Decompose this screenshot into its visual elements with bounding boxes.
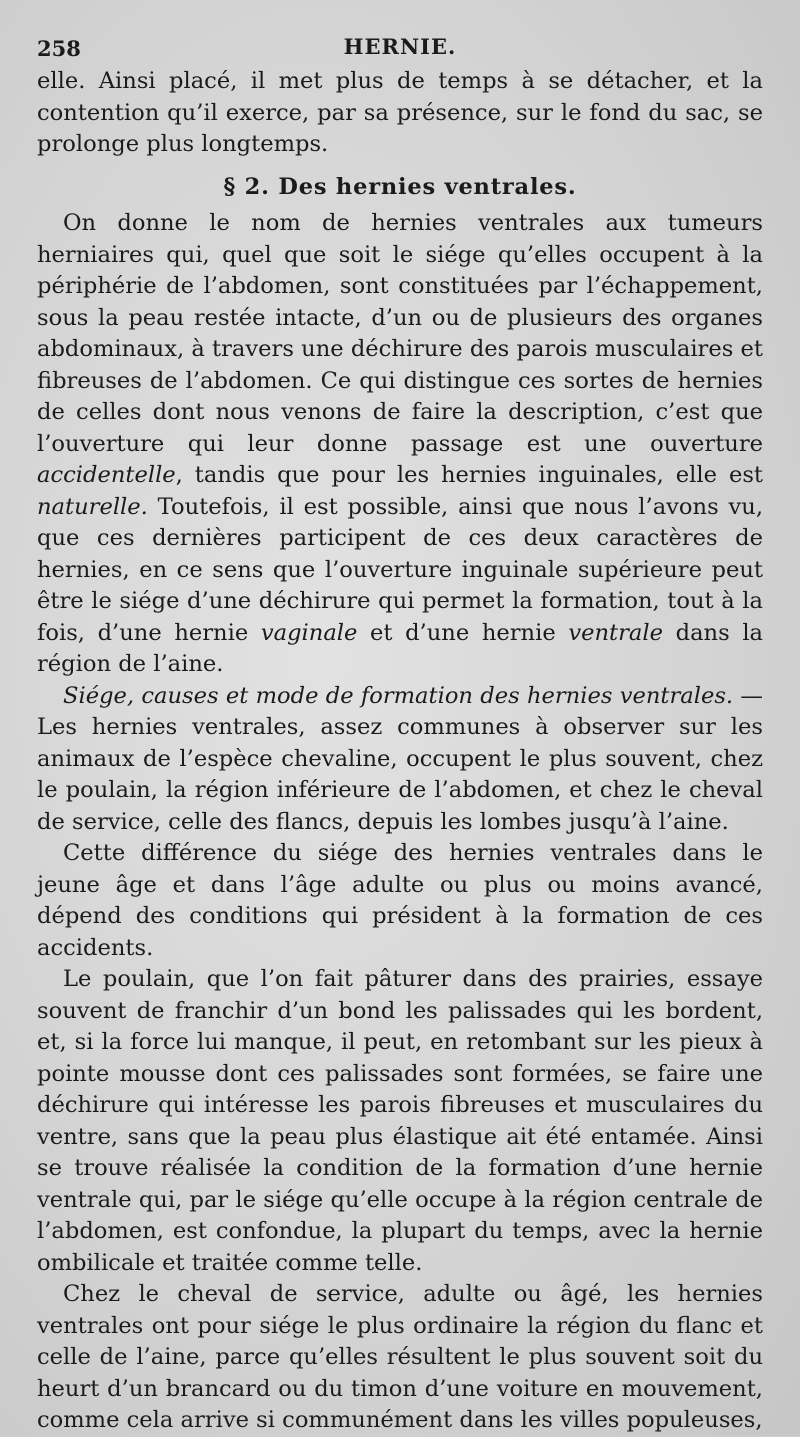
text-run: et d’une hernie (357, 619, 569, 646)
section-body (37, 208, 763, 1437)
paragraph-definition (37, 208, 763, 681)
text-run: Cette différence du siége des hernies ventrales dans le jeune âge et dans l’âge adulte ou plus ou moins avancé, dépend des conditions qui président à la formation de ces accidents. (37, 840, 763, 961)
italic-run: naturelle. (37, 493, 148, 520)
text-run: Toutefois, il est possible, ainsi que nous l’avons vu, que ces dernières participent de ces deux caractères de hernies, en ce sens que l’ouverture inguinale supérieure peut être le siége d’une déchirure qui permet la formation, tout à la fois, d’une hernie (37, 493, 763, 646)
italic-run: accidentelle (37, 462, 176, 488)
italic-run: vaginale (260, 619, 358, 646)
text-run: , tandis que pour les hernies inguinales, elle est (175, 462, 763, 488)
page-header (37, 26, 763, 66)
page-number: 258 (37, 36, 81, 61)
paragraph-difference (37, 838, 763, 964)
text-run: On donne le nom de hernies ventrales aux tumeurs herniaires qui, quel que soit le siége qu’elles occupent à la périphérie de l’abdomen, sont constituées par l’échappement, sous la peau restée intacte, d’un ou de plusieurs des organes abdominaux, à travers une déchirure des parois musculaires et fibreuses de l’abdomen. Ce qui distingue ces sortes de hernies de celles dont nous venons de faire la description, c’est que l’ouverture qui leur donne passage est une ouverture (37, 210, 763, 457)
paragraph-siege-causes (37, 681, 763, 839)
paragraph-continuation (37, 66, 763, 161)
intro-text (37, 66, 763, 161)
running-title: HERNIE. (343, 34, 457, 59)
book-page (37, 26, 763, 1437)
text-run: Chez le cheval de service, adulte ou âgé, les hernies ventrales ont pour siége le plus ordinaire la région du flanc et celle de l’aine, parce qu’elles résultent le plus souvent soit du heurt d’un brancard ou du timon d’une voiture en mouvement, comme cela arrive si communément dans les villes populeuses, (37, 1281, 763, 1433)
text-run: elle. Ainsi placé, il met plus de temps à se détacher, et la contention qu’il exerce, par sa présence, sur le fond du sac, se prolonge plus longtemps. (37, 68, 763, 157)
section-heading: § 2. Des hernies ventrales. (223, 173, 577, 200)
text-run: Le poulain, que l’on fait pâturer dans des prairies, essaye souvent de franchir d’un bond les palissades qui les bordent, et, si la force lui manque, il peut, en retombant sur les pieux à pointe mousse dont ces palissades sont formées, se faire une déchirure qui intéresse les parois fibreuses et musculaires du ventre, sans que la peau plus élastique ait été entamée. Ainsi se trouve réalisée la condition de la formation d’une hernie ventrale qui, par le siége qu’elle occupe à la région centrale de l’abdomen, est confondue, la plupart du temps, avec la hernie ombilicale et traitée comme telle. (37, 966, 763, 1276)
italic-run: ventrale (568, 619, 663, 646)
paragraph-cheval-service (37, 1279, 763, 1437)
italic-run: Siége, causes et mode de formation des hernies ventrales. (63, 682, 734, 709)
paragraph-poulain (37, 964, 763, 1279)
text-run: dans la région de l’aine. (37, 619, 764, 677)
text-run: — Les hernies ventrales, assez communes à observer sur les animaux de l’espèce chevaline, occupent le plus souvent, chez le poulain, la région inférieure de l’abdomen, et chez le cheval de service, celle des flancs, depuis les lombes jusqu’à l’aine. (37, 682, 763, 835)
